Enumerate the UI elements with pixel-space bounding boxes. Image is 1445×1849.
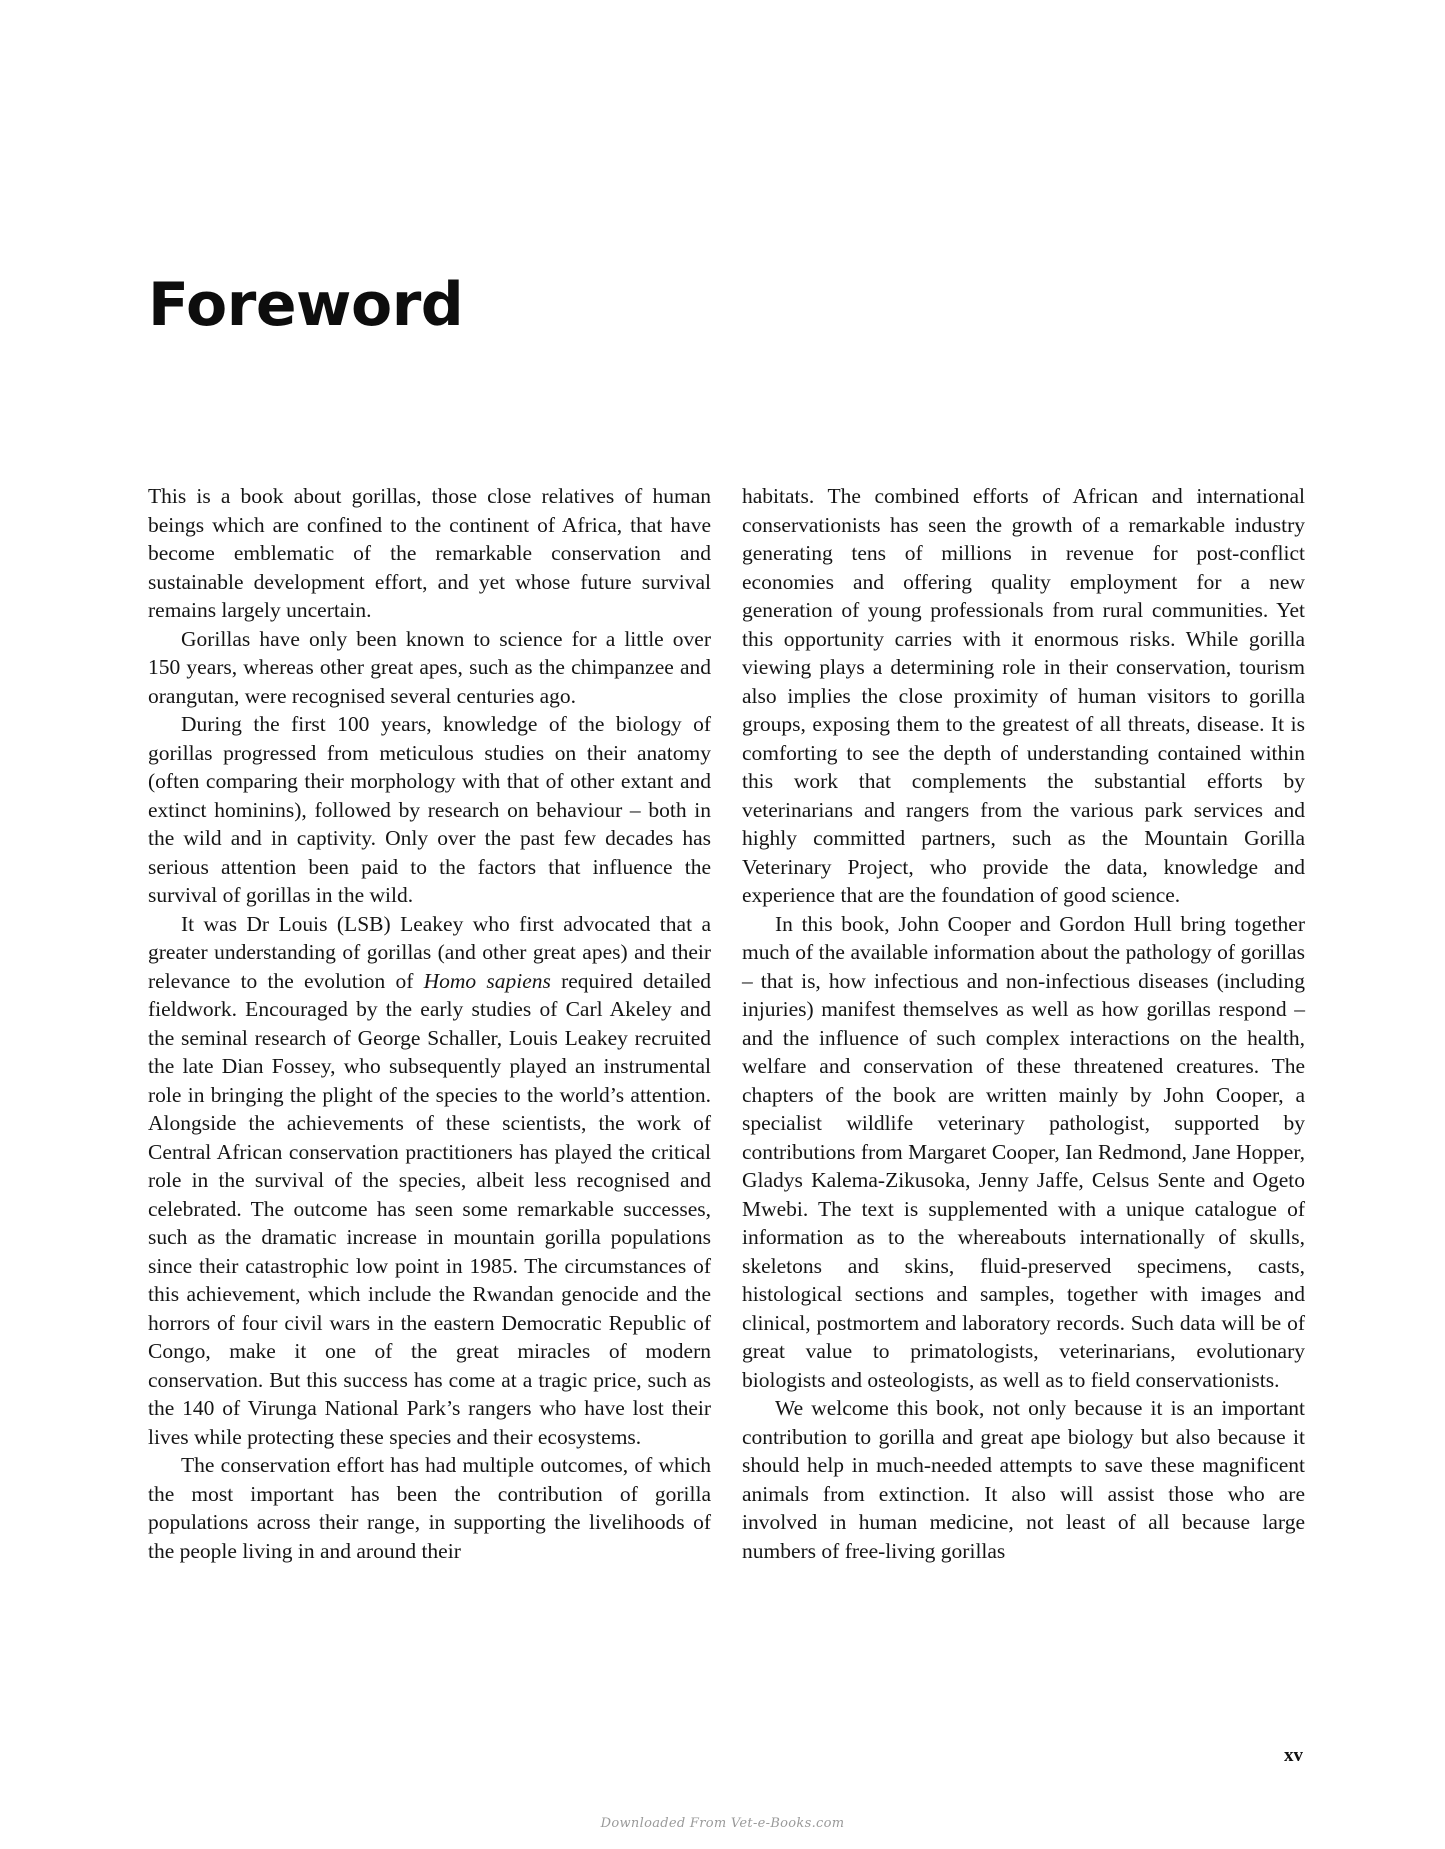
paragraph: The conservation effort has had multiple outcomes, of which the most important has been the contribution of gorilla populations across their range, in supporting the livelihoods of the people living in and around their bbox=[148, 1453, 711, 1563]
species-name-italic: Homo sapiens bbox=[423, 968, 551, 993]
paragraph bbox=[148, 910, 711, 1452]
paragraph: Gorillas have only been known to science for a little over 150 years, whereas other great apes, such as the chimpanzee and orangutan, were recognised several centuries ago. bbox=[148, 626, 711, 708]
paragraph: In this book, John Cooper and Gordon Hull bring together much of the available information about the pathology of gorillas – that is, how infectious and non-infectious diseases (including injuries) manifest themselves as well as how gorillas respond – and the influence of such complex interactions on the health, welfare and conservation of these threatened creatures. The chapters of the book are written mainly by John Cooper, a specialist wildlife veterinary pathologist, supported by contributions from Margaret Cooper, Ian Redmond, Jane Hopper, Gladys Kalema-Zikusoka, Jenny Jaffe, Celsus Sente and Ogeto Mwebi. The text is supplemented with a unique catalogue of information as to the whereabouts internationally of skulls, skeletons and skins, fluid-preserved specimens, casts, histological sections and samples, together with images and clinical, postmortem and laboratory records. Such data will be of great value to primatologists, veterinarians, evolutionary biologists and osteologists, as well as to field conservationists. bbox=[742, 911, 1305, 1392]
left-text-column bbox=[148, 482, 711, 1565]
paragraph: This is a book about gorillas, those close relatives of human beings which are confined to the continent of Africa, that have become emblematic of the remarkable conservation and sustainable development effort, and yet whose future survival remains largely uncertain. bbox=[148, 484, 711, 622]
paragraph-text: required detailed fieldwork. Encouraged by the early studies of Carl Akeley and the seminal research of George Schaller, Louis Leakey recruited the late Dian Fossey, who subsequently played an instrumental role in bringing the plight of the species to the world’s attention. Alongside the achievements of these scientists, the work of Central African conservation practitioners has played the critical role in the survival of the species, albeit less recognised and celebrated. The outcome has seen some remarkable successes, such as the dramatic increase in mountain gorilla populations since their catastrophic low point in 1985. The circumstances of this achievement, which include the Rwandan genocide and the horrors of four civil wars in the eastern Democratic Republic of Congo, make it one of the great miracles of modern conservation. But this success has come at a tragic price, such as the 140 of Virunga National Park’s rangers who have lost their lives while protecting these species and their ecosystems. bbox=[148, 968, 711, 1449]
paragraph: We welcome this book, not only because it is an important contribution to gorilla and great ape biology but also because it should help in much-needed attempts to save these magnificent animals from extinction. It also will assist those who are involved in human medicine, not least of all because large numbers of free-living gorillas bbox=[742, 1396, 1305, 1563]
paragraph: During the first 100 years, knowledge of the biology of gorillas progressed from meticulous studies on their anatomy (often comparing their morphology with that of other extant and extinct hominins), followed by research on behaviour – both in the wild and in captivity. Only over the past few decades has serious attention been paid to the factors that influence the survival of gorillas in the wild. bbox=[148, 712, 711, 907]
page-number: xv bbox=[1284, 1745, 1303, 1766]
watermark: Downloaded From Vet-e-Books.com bbox=[600, 1816, 845, 1831]
paragraph-text: It was Dr Louis (LSB) Leakey who first advocated that a greater understanding of gorillas (and other great apes) and their relevance to the evolution of bbox=[148, 911, 711, 993]
paragraph-continued: habitats. The combined efforts of African and international conservationists has seen the growth of a remarkable industry generating tens of millions in revenue for post-conflict economies and offering quality employment for a new generation of young professionals from rural communities. Yet this opportunity carries with it enormous risks. While gorilla viewing plays a determining role in their conservation, tourism also implies the close proximity of human visitors to gorilla groups, exposing them to the greatest of all threats, disease. It is comforting to see the depth of understanding contained within this work that complements the substantial efforts by veterinarians and rangers from the various park services and highly committed partners, such as the Mountain Gorilla Veterinary Project, who provide the data, knowledge and experience that are the foundation of good science. bbox=[742, 484, 1305, 907]
right-text-column bbox=[742, 482, 1305, 1565]
page-title: Foreword bbox=[148, 270, 464, 340]
